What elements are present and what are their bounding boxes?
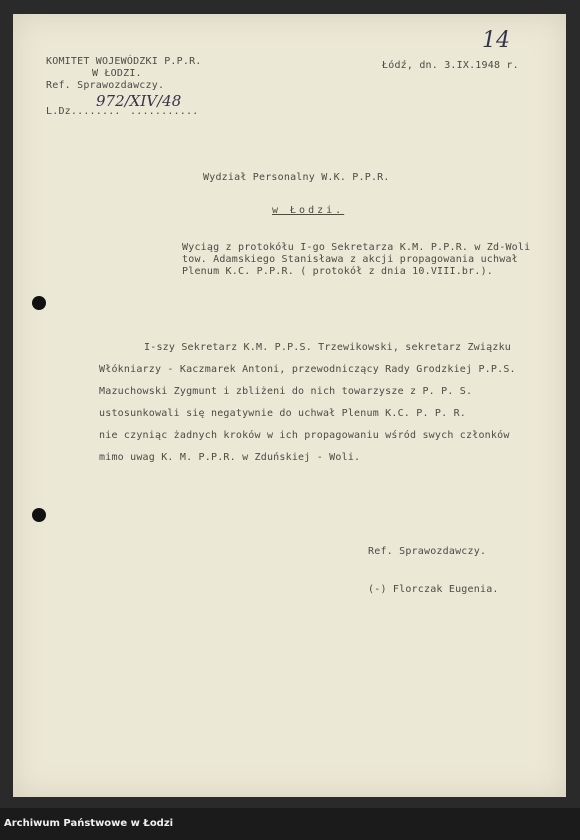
org-name-line2: W ŁODZI. (92, 68, 142, 79)
punch-hole (32, 508, 46, 522)
body-line: mimo uwag K. M. P.P.R. w Zduńskiej - Woli. (99, 452, 361, 463)
ldz-label: L.Dz........ (46, 106, 121, 117)
org-department: Ref. Sprawozdawczy. (46, 80, 165, 91)
subject-line: tow. Adamskiego Stanisława z akcji propagowania uchwał (182, 254, 518, 265)
addressee-line1: Wydział Personalny W.K. P.P.R. (203, 172, 390, 183)
ldz-handwritten-number: 972/XIV/48 (96, 92, 182, 110)
punch-hole (32, 296, 46, 310)
body-line: I-szy Sekretarz K.M. P.P.S. Trzewikowski, sekretarz Związku (144, 342, 512, 353)
org-name-line1: KOMITET WOJEWÓDZKI P.P.R. (46, 56, 202, 67)
addressee-line2: w Łodzi. (272, 205, 345, 216)
date-line: Łódź, dn. 3.IX.1948 r. (382, 60, 519, 71)
subject-line: Plenum K.C. P.P.R. ( protokół z dnia 10.VIII.br.). (182, 266, 494, 277)
page-number-handwritten: 14 (482, 28, 510, 53)
ldz-dotted-line: ........... (130, 106, 199, 117)
body-line: Włókniarzy - Kaczmarek Antoni, przewodniczący Rady Grodzkiej P.P.S. (99, 364, 516, 375)
document-page (13, 14, 566, 797)
signature-department: Ref. Sprawozdawczy. (368, 546, 487, 557)
body-line: nie czyniąc żadnych kroków w ich propagowaniu wśród swych członków (99, 430, 510, 441)
body-line: ustosunkowali się negatywnie do uchwał Plenum K.C. P. P. R. (99, 408, 467, 419)
subject-line: Wyciąg z protokółu I-go Sekretarza K.M. P.P.R. w Zd-Woli (182, 242, 531, 253)
archive-name: Archiwum Państwowe w Łodzi (4, 818, 174, 829)
body-line: Mazuchowski Zygmunt i zbliżeni do nich towarzysze z P. P. S. (99, 386, 473, 397)
signature-name: (-) Florczak Eugenia. (368, 584, 499, 595)
